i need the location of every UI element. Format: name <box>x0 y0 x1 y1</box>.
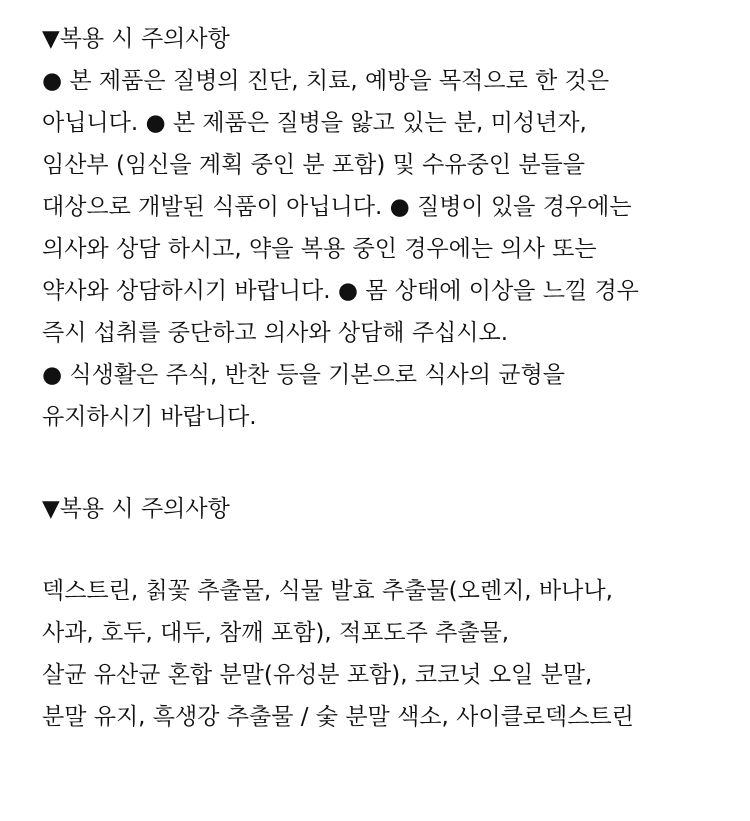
ingredients-heading: ▼복용 시 주의사항 <box>42 496 230 522</box>
precautions-line: 즉시 섭취를 중단하고 의사와 상담해 주십시오. <box>42 320 509 346</box>
ingredients-section-heading-block <box>42 488 732 530</box>
precautions-line: 유지하시기 바랍니다. <box>42 404 257 430</box>
precautions-line: 임산부 (임신을 계획 중인 분 포함) 및 수유중인 분들을 <box>42 152 586 178</box>
ingredients-list <box>42 570 732 738</box>
precautions-line: ● 식생활은 주식, 반찬 등을 기본으로 식사의 균형을 <box>42 362 565 388</box>
precautions-line: ● 본 제품은 질병의 진단, 치료, 예방을 목적으로 한 것은 <box>42 68 610 94</box>
precautions-heading: ▼복용 시 주의사항 <box>42 26 230 52</box>
ingredients-line: 덱스트린, 칡꽃 추출물, 식물 발효 추출물(오렌지, 바나나, <box>42 578 613 604</box>
ingredients-line: 사과, 호두, 대두, 참깨 포함), 적포도주 추출물, <box>42 620 510 646</box>
precautions-line: 의사와 상담 하시고, 약을 복용 중인 경우에는 의사 또는 <box>42 236 597 262</box>
ingredients-line: 분말 유지, 흑생강 추출물 / 숯 분말 색소, 사이클로덱스트린 <box>42 704 634 730</box>
precautions-line: 아닙니다. ● 본 제품은 질병을 앓고 있는 분, 미성년자, <box>42 110 587 136</box>
precautions-line: 대상으로 개발된 식품이 아닙니다. ● 질병이 있을 경우에는 <box>42 194 632 220</box>
precautions-section <box>42 18 732 438</box>
ingredients-line: 살균 유산균 혼합 분말(유성분 포함), 코코넛 오일 분말, <box>42 662 593 688</box>
precautions-line: 약사와 상담하시기 바랍니다. ● 몸 상태에 이상을 느낄 경우 <box>42 278 639 304</box>
